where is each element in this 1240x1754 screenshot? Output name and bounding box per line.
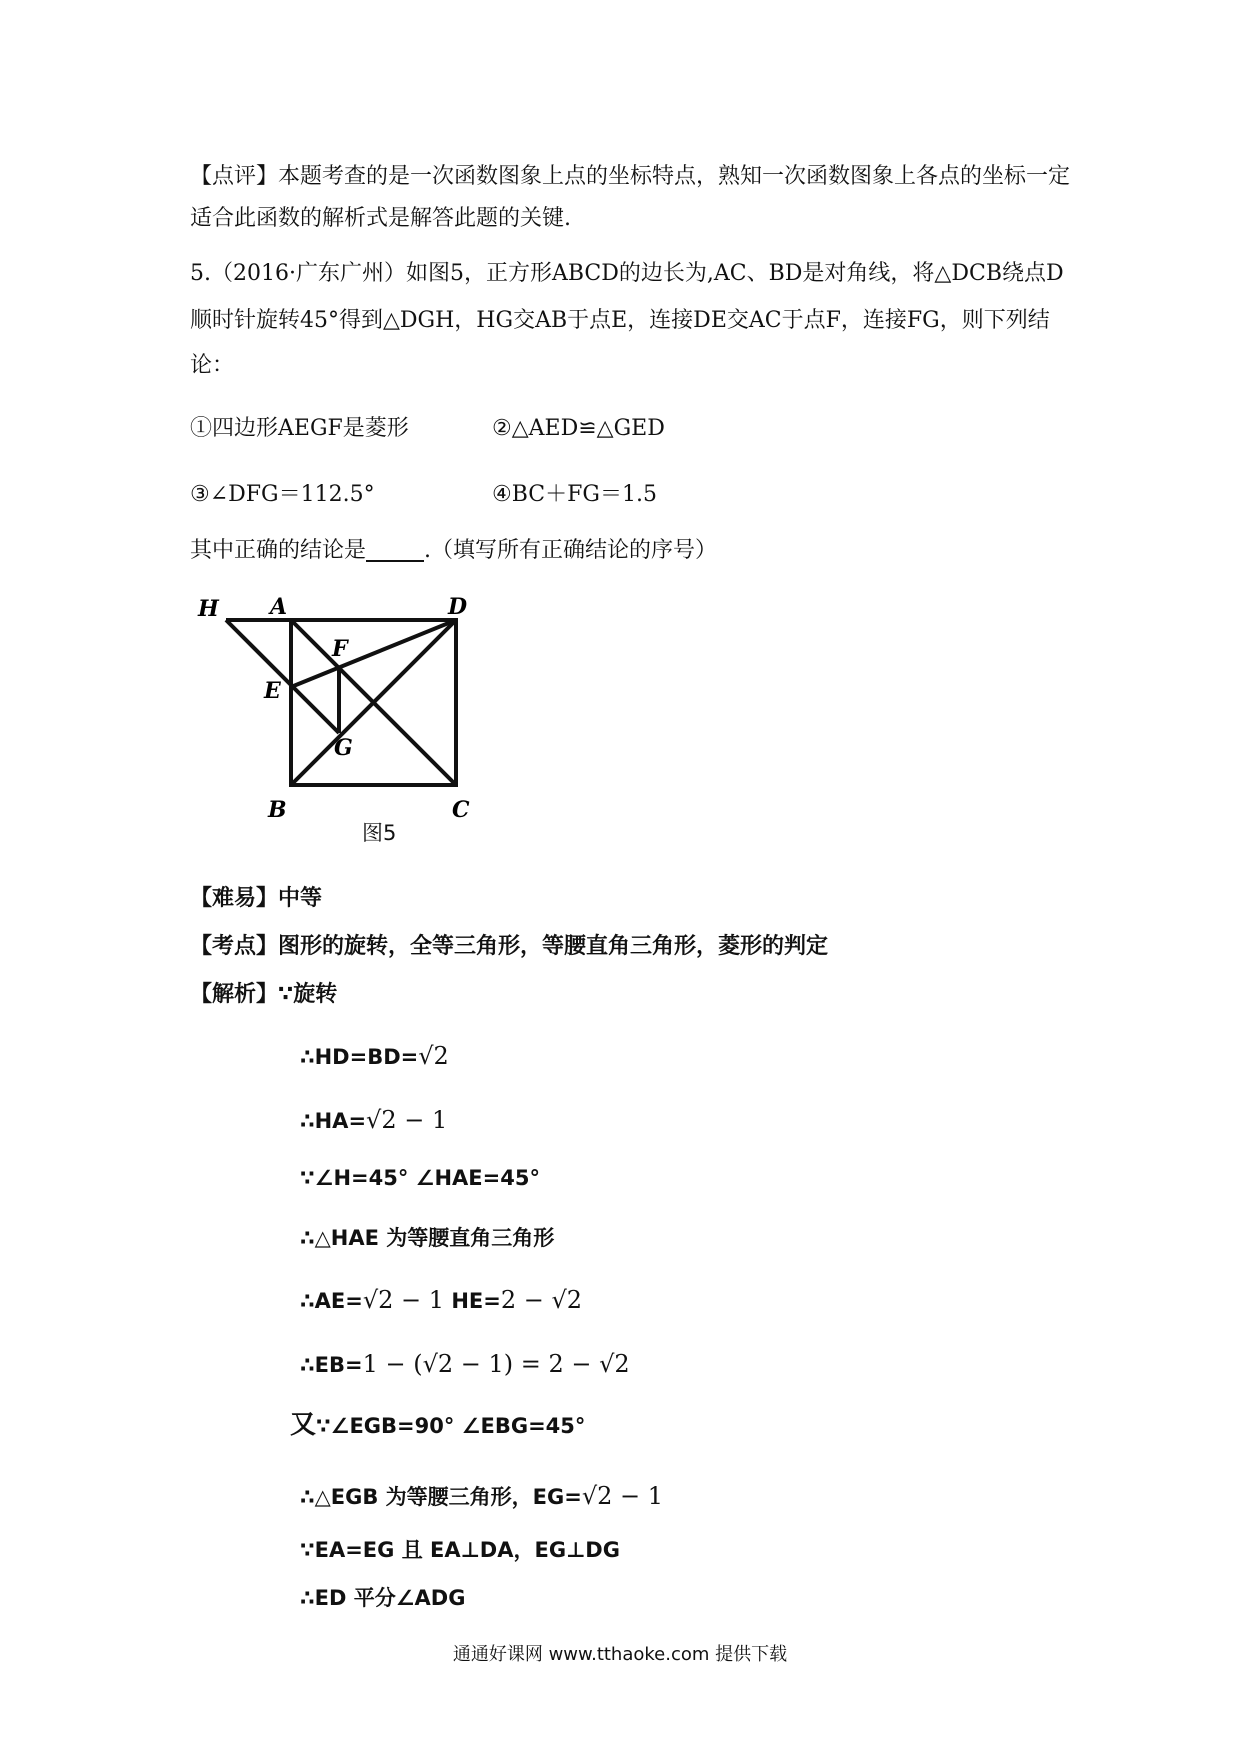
- step-2: ∴HA=√2 − 1: [300, 1106, 448, 1134]
- label-F: F: [332, 636, 348, 662]
- step-6: ∴EB=1 − (√2 − 1) = 2 − √2: [300, 1350, 630, 1378]
- option-3: ③∠DFG＝112.5°: [190, 482, 375, 507]
- label-A: A: [270, 594, 288, 620]
- label-B: B: [268, 797, 287, 823]
- segment-DE: [291, 620, 456, 687]
- problem-line-2: 顺时针旋转45°得到△DGH，HG交AB于点E，连接DE交AC于点F，连接FG，则下列结: [190, 308, 1050, 333]
- step-4: ∴△HAE 为等腰直角三角形: [300, 1226, 555, 1250]
- question-line: [190, 540, 717, 562]
- step-7: 又∵∠EGB=90° ∠EBG=45°: [290, 1410, 586, 1440]
- geometry-figure: [180, 580, 500, 840]
- step-8: ∴△EGB 为等腰三角形，EG=√2 − 1: [300, 1482, 664, 1510]
- analysis-heading: 【解析】∵旋转: [190, 982, 338, 1007]
- label-H: H: [198, 596, 219, 622]
- question-text: 其中正确的结论是: [190, 538, 367, 563]
- option-2: ②△AED≌△GED: [492, 416, 665, 441]
- step-3: ∵∠H=45° ∠HAE=45°: [300, 1166, 540, 1190]
- problem-line-3: 论：: [190, 353, 235, 378]
- step-1: ∴HD=BD=√2: [300, 1042, 449, 1070]
- label-C: C: [452, 797, 470, 823]
- review-line-2: 适合此函数的解析式是解答此题的关键.: [190, 206, 571, 231]
- label-G: G: [334, 735, 353, 761]
- step-5: ∴AE=√2 − 1 HE=2 − √2: [300, 1286, 583, 1314]
- label-E: E: [264, 678, 281, 704]
- problem-line-1: 5.（2016·广东广州）如图5，正方形ABCD的边长为,AC、BD是对角线，将△DCB绕点D: [190, 261, 1064, 286]
- keypoints: 【考点】图形的旋转，全等三角形，等腰直角三角形，菱形的判定: [190, 934, 829, 959]
- option-1: ①四边形AEGF是菱形: [190, 416, 409, 441]
- option-4: ④BC＋FG＝1.5: [492, 482, 657, 507]
- step-10: ∴ED 平分∠ADG: [300, 1586, 466, 1610]
- figure-caption: 图5: [362, 821, 397, 845]
- label-D: D: [448, 594, 468, 620]
- footer: 通通好课网 www.tthaoke.com 提供下载: [452, 1644, 788, 1665]
- step-9: ∵EA=EG 且 EA⊥DA，EG⊥DG: [300, 1538, 620, 1562]
- answer-blank: [366, 542, 424, 562]
- difficulty: 【难易】中等: [190, 886, 323, 911]
- question-suffix: .（填写所有正确结论的序号）: [424, 538, 718, 563]
- review-line-1: 【点评】本题考查的是一次函数图象上点的坐标特点，熟知一次函数图象上各点的坐标一定: [190, 164, 1071, 189]
